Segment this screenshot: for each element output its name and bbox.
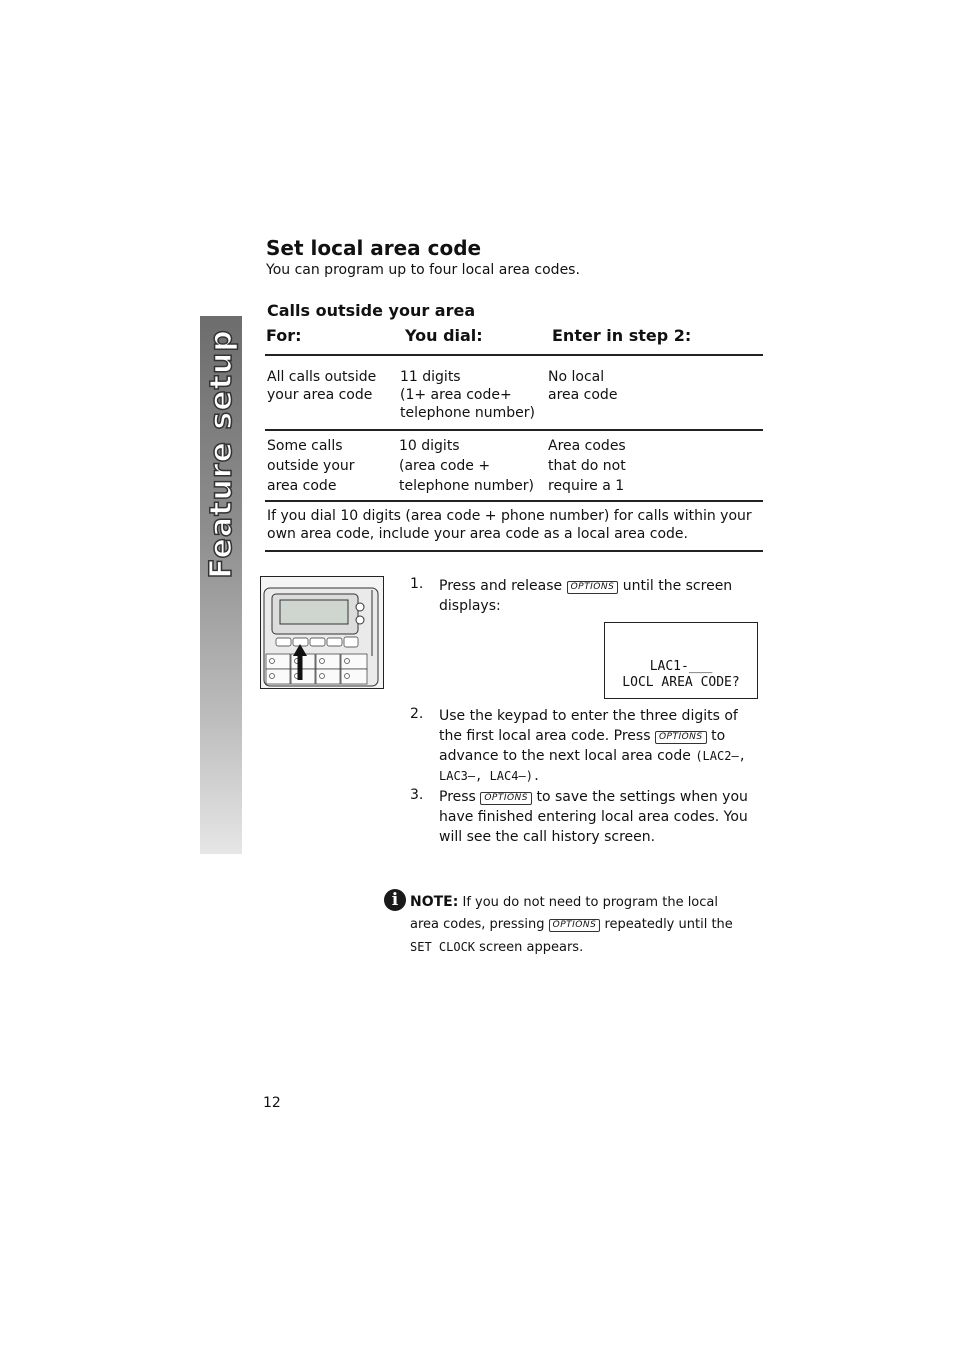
table-header-for: For: (266, 326, 302, 345)
step-number: 1. (410, 576, 424, 592)
section-side-tab-label: Feature setup (204, 329, 239, 579)
section-side-tab (200, 316, 242, 854)
step-number: 3. (410, 787, 424, 803)
lcd-screen (604, 622, 758, 699)
options-key-icon: OPTIONS (480, 792, 532, 805)
intro-text: You can program up to four local area codes. (266, 262, 580, 278)
step-text (439, 576, 763, 616)
step-text-part: Press and release (439, 578, 563, 594)
lac-codes: (LAC2–, LAC3–, LAC4–). (439, 749, 746, 783)
step-text-part: to advance to the next local area code (439, 728, 726, 764)
note-text-part: repeatedly until the (604, 917, 733, 932)
step-text (439, 787, 763, 847)
table-cell: 10 digits (area code + telephone number) (399, 438, 534, 494)
note-text (410, 891, 750, 959)
table-cell: Some calls outside your area code (267, 438, 355, 494)
table-rule (265, 500, 763, 502)
table-rule (265, 429, 763, 431)
info-icon: i (384, 889, 406, 911)
options-key-icon: OPTIONS (655, 731, 707, 744)
set-clock-lcd-text: SET CLOCK (410, 940, 476, 954)
step-text-part: until the screen displays: (439, 578, 733, 614)
step-text-part: Press (439, 789, 476, 805)
step-text-part: to save the settings when you have finished entering local area codes. You will see the call history screen. (439, 789, 748, 845)
table-header-enter: Enter in step 2: (552, 326, 692, 345)
lcd-line-1: LAC1-___ (649, 659, 713, 674)
note-text-part: If you do not need to program the local area codes, pressing (410, 895, 718, 932)
table-rule (265, 354, 763, 356)
page-number: 12 (263, 1095, 281, 1111)
options-key-icon: OPTIONS (549, 919, 601, 932)
table-cell: All calls outside your area code (267, 369, 377, 403)
step-number: 2. (410, 706, 424, 722)
table-caption: Calls outside your area (267, 301, 476, 320)
table-cell: Area codes that do not require a 1 (548, 438, 626, 494)
note-text-part: screen appears. (479, 940, 584, 955)
page-title: Set local area code (266, 236, 482, 260)
note-label: NOTE: (410, 894, 459, 910)
table-rule (265, 550, 763, 552)
table-cell: No local area code (548, 369, 618, 403)
table-footnote: If you dial 10 digits (area code + phone number) for calls within your own area code, include your area code as a local area code. (267, 508, 752, 542)
step-text-part: Use the keypad to enter the three digits of the first local area code. Press (439, 708, 738, 744)
step-text (439, 706, 763, 786)
options-key-icon: OPTIONS (567, 581, 619, 594)
phone-illustration (260, 576, 384, 689)
table-header-you-dial: You dial: (405, 326, 483, 345)
lcd-line-2: LOCL AREA CODE? (622, 675, 740, 690)
table-cell: 11 digits (1+ area code+ telephone number) (400, 369, 535, 421)
